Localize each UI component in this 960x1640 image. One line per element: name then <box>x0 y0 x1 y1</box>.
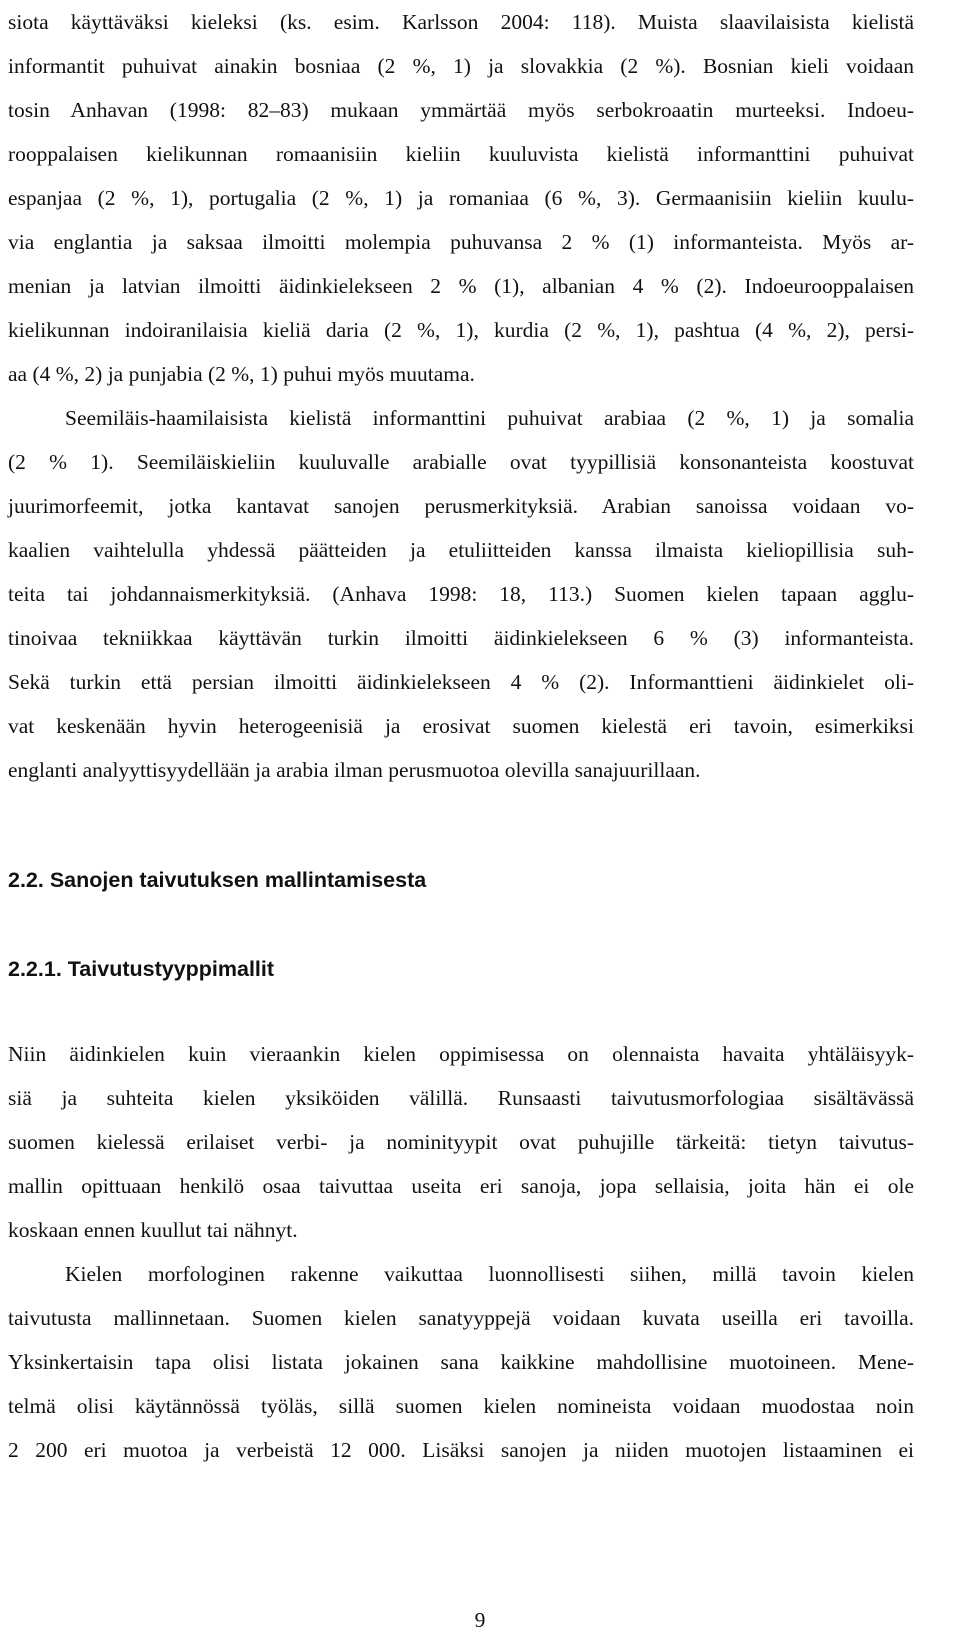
text-line: suomen kielessä erilaiset verbi- ja nominityypit ovat puhujille tärkeitä: tietyn taivutus- <box>8 1130 914 1154</box>
text-line: rooppalaisen kielikunnan romaanisiin kieliin kuuluvista kielistä informanttini puhuivat <box>8 142 914 166</box>
text-line: menian ja latvian ilmoitti äidinkielekseen 2 % (1), albanian 4 % (2). Indoeurooppalaisen <box>8 274 914 298</box>
section-heading: 2.2. Sanojen taivutuksen mallintamisesta <box>8 868 427 892</box>
text-line: mallin opittuaan henkilö osaa taivuttaa useita eri sanoja, jopa sellaisia, joita hän ei ole <box>8 1174 914 1198</box>
paragraph-semitic-languages <box>8 396 914 792</box>
paragraph-inflection-models <box>8 1032 914 1252</box>
text-line: Niin äidinkielen kuin vieraankin kielen oppimisessa on olennaista havaita yhtäläisyyk- <box>8 1042 914 1066</box>
text-line: tosin Anhavan (1998: 82–83) mukaan ymmärtää myös serbokroaatin murteeksi. Indoeu- <box>8 98 914 122</box>
text-line: Kielen morfologinen rakenne vaikuttaa luonnollisesti siihen, millä tavoin kielen <box>65 1262 914 1286</box>
text-line: koskaan ennen kuullut tai nähnyt. <box>8 1218 298 1242</box>
text-line: Sekä turkin että persian ilmoitti äidinkielekseen 4 % (2). Informanttieni äidinkielet oli- <box>8 670 914 694</box>
text-line: siota käyttäväksi kieleksi (ks. esim. Karlsson 2004: 118). Muista slaavilaisista kielistä <box>8 10 914 34</box>
text-line: siä ja suhteita kielen yksiköiden välillä. Runsaasti taivutusmorfologiaa sisältävässä <box>8 1086 914 1110</box>
paragraph-morphology <box>8 1252 914 1472</box>
text-line: (2 % 1). Seemiläiskieliin kuuluvalle arabialle ovat tyypillisiä konsonanteista koostuvat <box>8 450 914 474</box>
text-line: aa (4 %, 2) ja punjabia (2 %, 1) puhui myös muutama. <box>8 362 475 386</box>
text-line: vat keskenään hyvin heterogeenisiä ja erosivat suomen kielestä eri tavoin, esimerkiksi <box>8 714 914 738</box>
subsection-heading: 2.2.1. Taivutustyyppimallit <box>8 957 275 981</box>
text-line: tinoivaa tekniikkaa käyttävän turkin ilmoitti äidinkielekseen 6 % (3) informanteista. <box>8 626 914 650</box>
text-line: kaalien vaihtelulla yhdessä päätteiden ja etuliitteiden kanssa ilmaista kieliopillisia suh- <box>8 538 914 562</box>
text-line: Seemiläis-haamilaisista kielistä informanttini puhuivat arabiaa (2 %, 1) ja somalia <box>65 406 914 430</box>
text-line: englanti analyyttisyydellään ja arabia ilman perusmuotoa olevilla sanajuurillaan. <box>8 758 701 782</box>
text-line: informantit puhuivat ainakin bosniaa (2 %, 1) ja slovakkia (2 %). Bosnian kieli voidaan <box>8 54 914 78</box>
document-page <box>8 0 914 1640</box>
paragraph-languages <box>8 0 914 396</box>
text-line: Yksinkertaisin tapa olisi listata jokainen sana kaikkine mahdollisine muotoineen. Mene- <box>8 1350 914 1374</box>
text-line: kielikunnan indoiranilaisia kieliä daria (2 %, 1), kurdia (2 %, 1), pashtua (4 %, 2), persi- <box>8 318 914 342</box>
text-line: telmä olisi käytännössä työläs, sillä suomen kielen nomineista voidaan muodostaa noin <box>8 1394 914 1418</box>
page-number: 9 <box>474 1608 486 1632</box>
text-line: espanjaa (2 %, 1), portugalia (2 %, 1) ja romaniaa (6 %, 3). Germaanisiin kieliin kuulu- <box>8 186 914 210</box>
text-line: 2 200 eri muotoa ja verbeistä 12 000. Lisäksi sanojen ja niiden muotojen listaaminen ei <box>8 1438 914 1462</box>
text-line: taivutusta mallinnetaan. Suomen kielen sanatyyppejä voidaan kuvata useilla eri tavoilla. <box>8 1306 914 1330</box>
text-line: via englantia ja saksaa ilmoitti molempia puhuvansa 2 % (1) informanteista. Myös ar- <box>8 230 914 254</box>
text-line: juurimorfeemit, jotka kantavat sanojen perusmerkityksiä. Arabian sanoissa voidaan vo- <box>8 494 914 518</box>
text-line: teita tai johdannaismerkityksiä. (Anhava 1998: 18, 113.) Suomen kielen tapaan agglu- <box>8 582 914 606</box>
